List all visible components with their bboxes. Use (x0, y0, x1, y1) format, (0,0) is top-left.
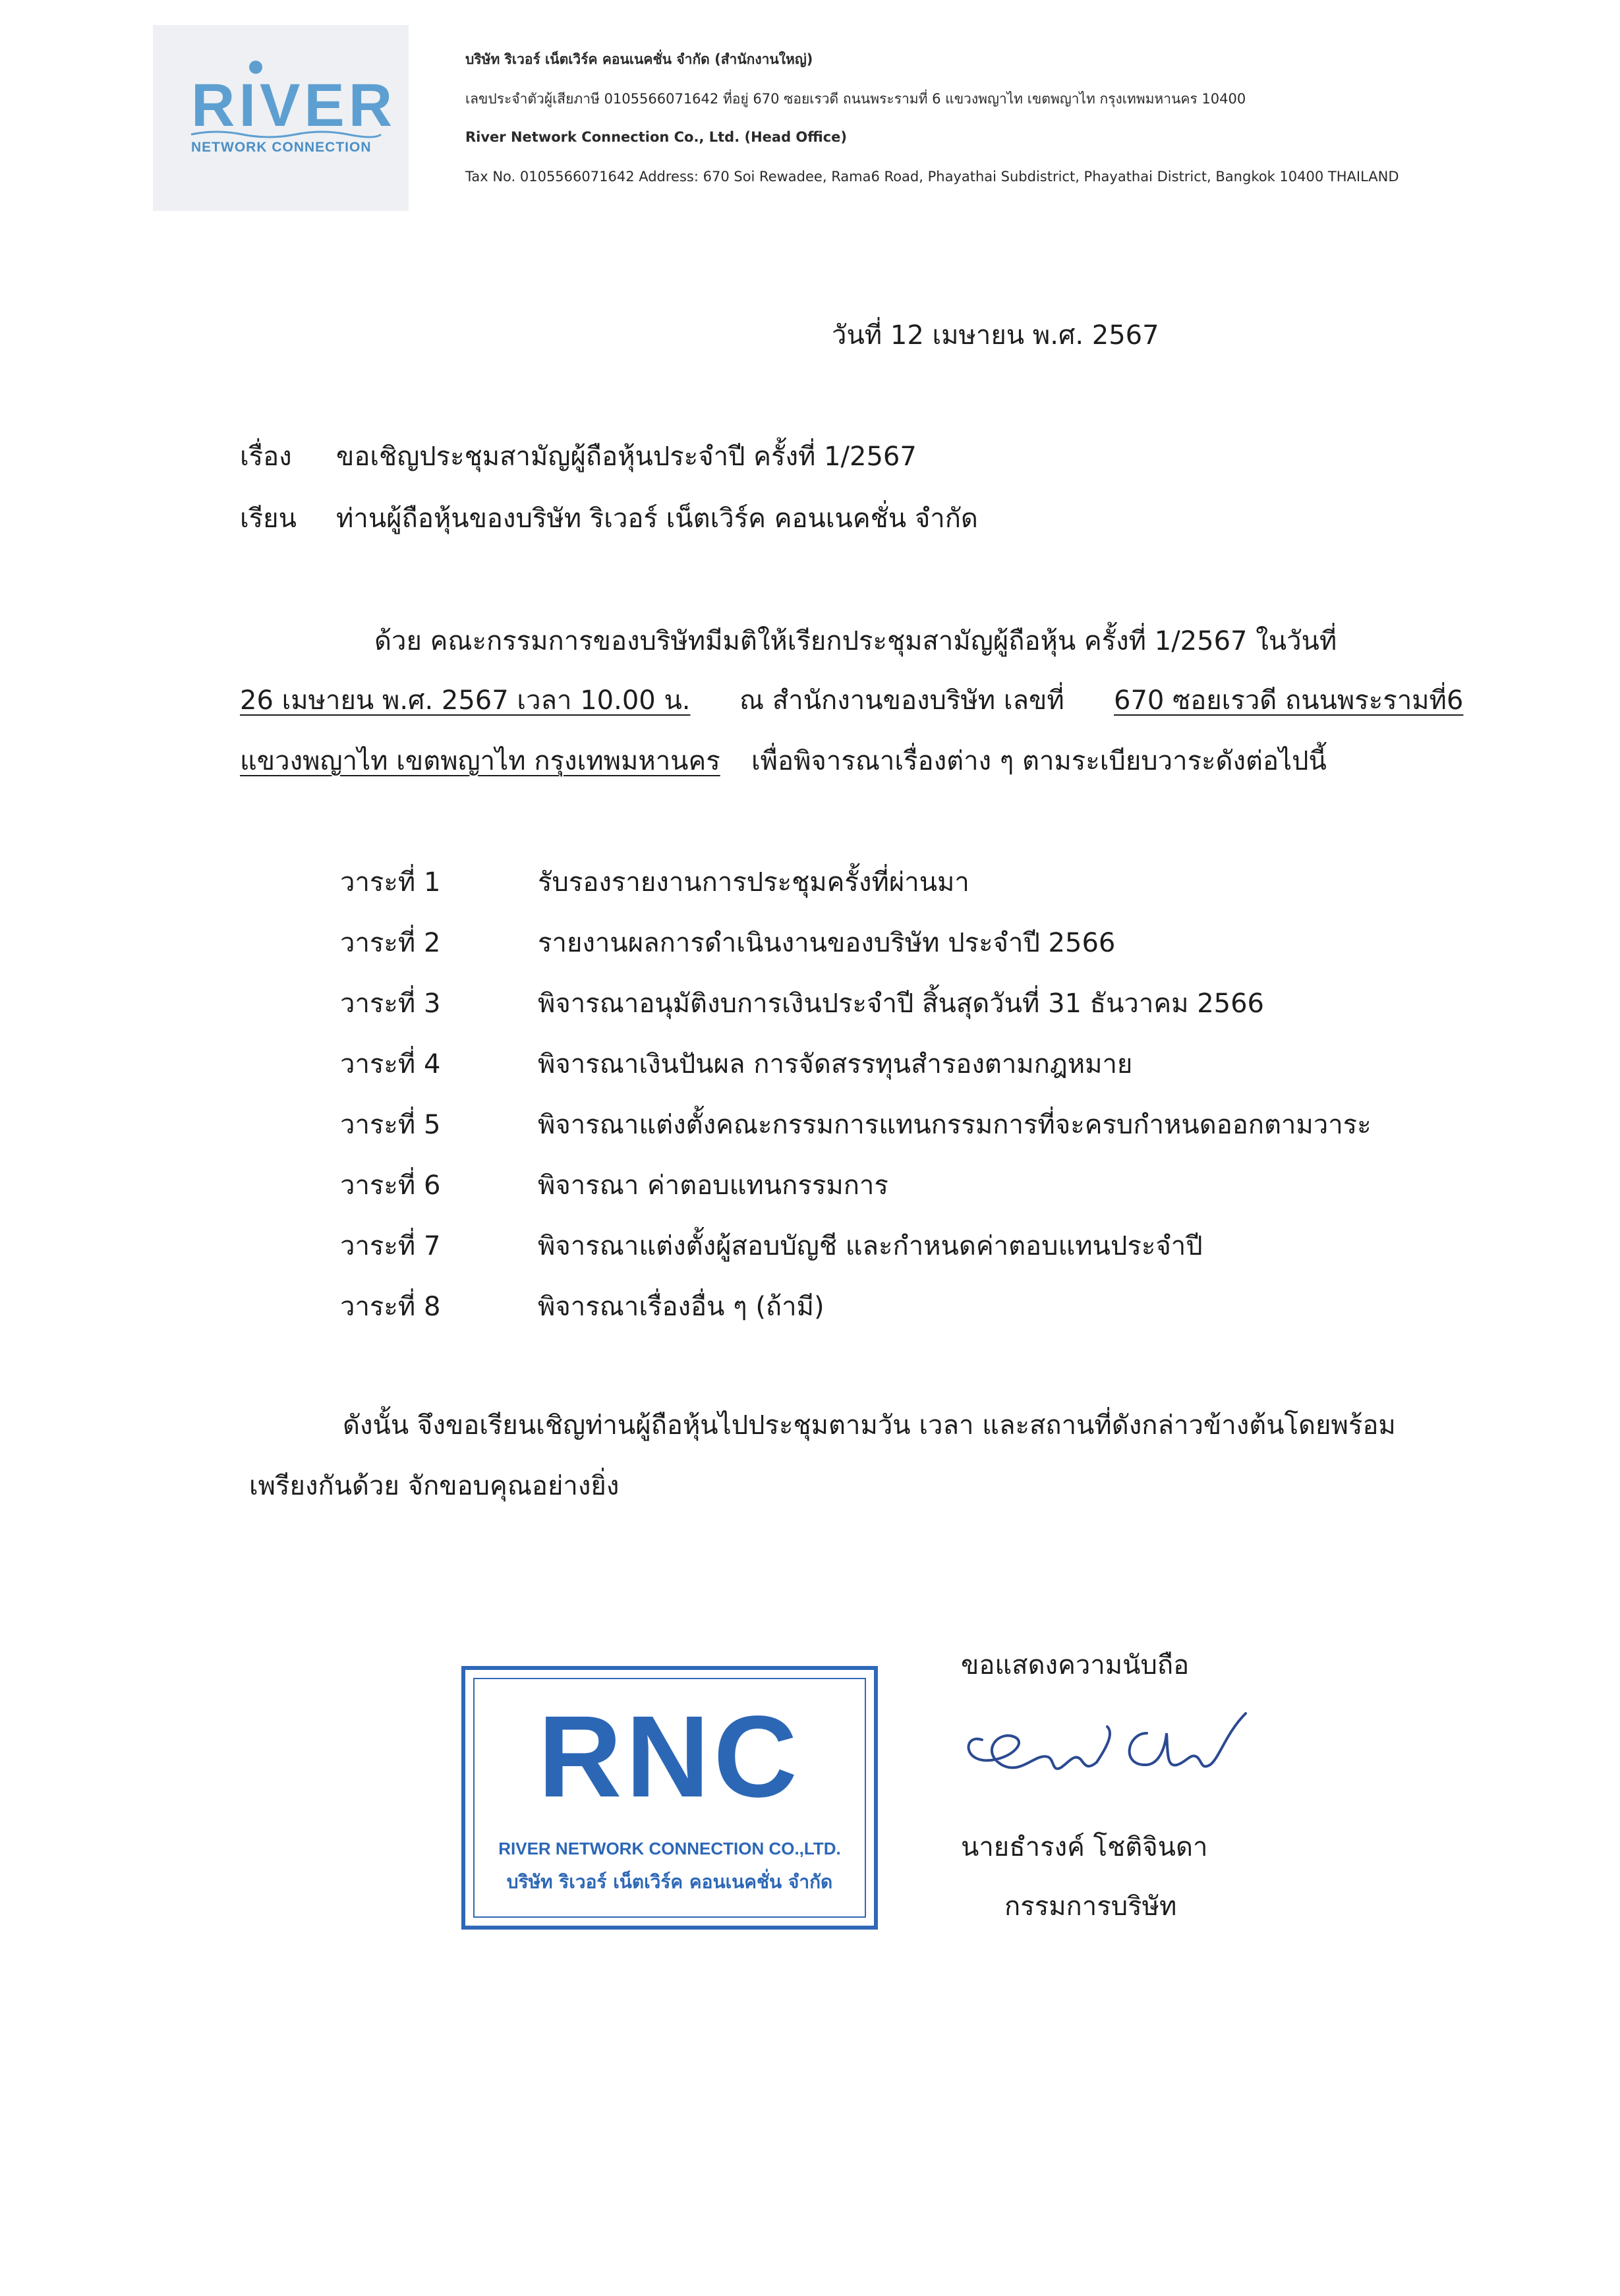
closing-line-2: เพรียงกันด้วย จักขอบคุณอย่างยิ่ง (249, 1471, 620, 1501)
logo-wordmark: RIVER (191, 72, 397, 139)
intro-line-1: ด้วย คณะกรรมการของบริษัทมีมติให้เรียกประชุมสามัญผู้ถือหุ้น ครั้งที่ 1/2567 ในวันที่ (374, 626, 1337, 656)
to-text: ท่านผู้ถือหุ้นของบริษัท ริเวอร์ เน็ตเวิร์ค คอนเนคชั่น จำกัด (336, 503, 978, 534)
agenda-text-3: พิจารณาอนุมัติงบการเงินประจำปี สิ้นสุดวันที่ 31 ธันวาคม 2566 (538, 989, 1264, 1019)
agenda-no-2: วาระที่ 2 (340, 928, 441, 958)
agenda-no-3: วาระที่ 3 (340, 989, 441, 1019)
letter-date: วันที่ 12 เมษายน พ.ศ. 2567 (832, 320, 1159, 351)
signature-icon (956, 1694, 1259, 1793)
agenda-text-5: พิจารณาแต่งตั้งคณะกรรมการแทนกรรมการที่จะครบกำหนดออกตามวาระ (538, 1110, 1372, 1140)
agenda-no-7: วาระที่ 7 (340, 1231, 441, 1261)
agenda-text-8: พิจารณาเรื่องอื่น ๆ (ถ้ามี) (538, 1292, 824, 1322)
agenda-no-6: วาระที่ 6 (340, 1170, 441, 1201)
stamp-name-en: RIVER NETWORK CONNECTION CO.,LTD. (498, 1839, 841, 1858)
signer-title: กรรมการบริษัท (1004, 1891, 1177, 1922)
agenda-text-2: รายงานผลการดำเนินงานของบริษัท ประจำปี 2566 (538, 928, 1116, 958)
regards-text: ขอแสดงความนับถือ (961, 1650, 1190, 1680)
agenda-no-4: วาระที่ 4 (340, 1049, 441, 1079)
stamp-name-th: บริษัท ริเวอร์ เน็ตเวิร์ค คอนเนคชั่น จำกัด (506, 1871, 833, 1893)
letterhead-address-th: เลขประจำตัวผู้เสียภาษี 0105566071642 ที่อยู่ 670 ซอยเรวดี ถนนพระรามที่ 6 แขวงพญาไท เขตพญาไท กรุงเทพมหานคร 10400 (465, 91, 1246, 107)
intro-line-3-rest: เพื่อพิจารณาเรื่องต่าง ๆ ตามระเบียบวาระดังต่อไปนี้ (751, 746, 1327, 776)
company-stamp (461, 1666, 878, 1930)
signer-name: นายธำรงค์ โชติจินดา (961, 1832, 1208, 1862)
agenda-no-8: วาระที่ 8 (340, 1292, 441, 1322)
subject-label: เรื่อง (240, 442, 292, 472)
letterhead-company-en: River Network Connection Co., Ltd. (Head Office) (465, 129, 847, 145)
agenda-text-4: พิจารณาเงินปันผล การจัดสรรทุนสำรองตามกฎหมาย (538, 1049, 1133, 1079)
agenda-no-5: วาระที่ 5 (340, 1110, 441, 1140)
letterhead-address-en: Tax No. 0105566071642 Address: 670 Soi Rewadee, Rama6 Road, Phayathai Subdistrict, Phayathai District, Bangkok 10400 THAILAND (465, 169, 1399, 185)
venue-prefix: ณ สำนักงานของบริษัท เลขที่ (739, 685, 1064, 716)
logo-subtitle: NETWORK CONNECTION (191, 140, 372, 155)
subject-text: ขอเชิญประชุมสามัญผู้ถือหุ้นประจำปี ครั้งที่ 1/2567 (336, 442, 917, 472)
closing-line-1: ดังนั้น จึงขอเรียนเชิญท่านผู้ถือหุ้นไปประชุมตามวัน เวลา และสถานที่ดังกล่าวข้างต้นโดยพร้อม (343, 1410, 1396, 1441)
venue-area: แขวงพญาไท เขตพญาไท กรุงเทพมหานคร (240, 746, 720, 776)
venue-address: 670 ซอยเรวดี ถนนพระรามที่6 (1114, 685, 1464, 716)
agenda-no-1: วาระที่ 1 (340, 867, 441, 898)
stamp-abbreviation: RNC (538, 1692, 801, 1822)
agenda-text-6: พิจารณา ค่าตอบแทนกรรมการ (538, 1170, 888, 1201)
logo-wave-icon (190, 129, 382, 138)
letterhead-company-th: บริษัท ริเวอร์ เน็ตเวิร์ค คอนเนคชั่น จำกัด (สำนักงานใหญ่) (465, 51, 813, 67)
agenda-text-1: รับรองรายงานการประชุมครั้งที่ผ่านมา (538, 867, 969, 898)
to-label: เรียน (240, 503, 297, 534)
agenda-text-7: พิจารณาแต่งตั้งผู้สอบบัญชี และกำหนดค่าตอบแทนประจำปี (538, 1231, 1203, 1261)
meeting-datetime: 26 เมษายน พ.ศ. 2567 เวลา 10.00 น. (240, 685, 691, 716)
